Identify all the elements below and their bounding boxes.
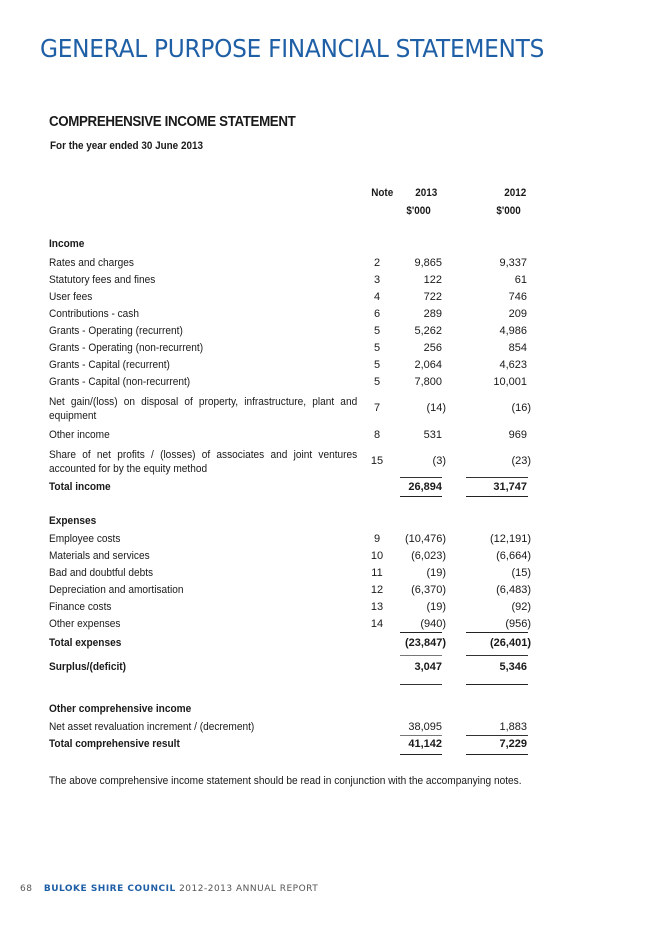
row-label: Grants - Operating (non-recurrent) xyxy=(49,342,204,354)
row-value-2012: 1,883 xyxy=(499,721,527,733)
rule-2013 xyxy=(400,735,442,736)
row-value-2012: (6,664) xyxy=(496,550,531,562)
row-note: 10 xyxy=(370,550,384,562)
row-note: 11 xyxy=(371,567,383,579)
row-value-2012: 31,747 xyxy=(493,481,527,493)
row-value-2013: (3) xyxy=(432,455,446,467)
subtotal-rule-2013 xyxy=(400,477,442,478)
row-label: Surplus/(deficit) xyxy=(49,661,127,673)
row-value-2013: 2,064 xyxy=(414,359,442,371)
row-label: User fees xyxy=(49,291,93,303)
row-value-2013: 531 xyxy=(423,429,442,441)
row-value-2012: (15) xyxy=(511,567,531,579)
subtotal-rule-2012 xyxy=(466,632,528,633)
row-label: Bad and doubtful debts xyxy=(49,567,154,579)
statement-footnote: The above comprehensive income statement should be read in conjunction with the accompanying notes. xyxy=(49,775,522,787)
row-value-2013: (23,847) xyxy=(405,637,446,649)
row-label: Contributions - cash xyxy=(49,308,140,320)
statement-title: COMPREHENSIVE INCOME STATEMENT xyxy=(49,114,296,130)
subtotal-rule-2012 xyxy=(466,477,528,478)
row-note: 7 xyxy=(373,402,381,414)
column-header-2012: 2012 xyxy=(504,187,527,199)
row-label: Total income xyxy=(49,481,111,493)
section-heading: Other comprehensive income xyxy=(49,703,192,715)
footer-report-name: 2012-2013 ANNUAL REPORT xyxy=(179,884,319,894)
row-note: 15 xyxy=(370,455,384,467)
rule-2012 xyxy=(466,735,528,736)
row-value-2012: (23) xyxy=(511,455,531,467)
row-value-2012: 746 xyxy=(508,291,527,303)
row-value-2013: 122 xyxy=(423,274,442,286)
row-value-2012: 969 xyxy=(508,429,527,441)
page-footer xyxy=(20,884,318,894)
row-value-2013: 5,262 xyxy=(414,325,442,337)
column-header-note: Note xyxy=(371,187,394,199)
row-label: Share of net profits / (losses) of associates and joint ventures accounted for by the equity method xyxy=(49,449,358,475)
row-value-2013: 9,865 xyxy=(414,257,442,269)
row-value-2013: 26,894 xyxy=(408,481,442,493)
column-unit-2012: $'000 xyxy=(496,205,521,217)
row-note: 5 xyxy=(373,359,381,371)
row-value-2012: (16) xyxy=(511,402,531,414)
row-value-2012: 4,623 xyxy=(499,359,527,371)
total-rule-2012 xyxy=(466,496,528,497)
row-value-2012: 7,229 xyxy=(499,738,527,750)
row-label: Other income xyxy=(49,429,110,441)
row-note: 5 xyxy=(373,325,381,337)
row-label: Grants - Operating (recurrent) xyxy=(49,325,183,337)
section-heading: Income xyxy=(49,238,85,250)
row-value-2013: (10,476) xyxy=(405,533,446,545)
rule-2013 xyxy=(400,684,442,685)
row-value-2013: 722 xyxy=(423,291,442,303)
column-header-2013: 2013 xyxy=(415,187,438,199)
rule-2012 xyxy=(466,655,528,656)
row-label: Depreciation and amortisation xyxy=(49,584,184,596)
page-number: 68 xyxy=(20,884,33,894)
row-value-2013: (19) xyxy=(426,601,446,613)
row-note: 12 xyxy=(370,584,384,596)
row-value-2012: (26,401) xyxy=(490,637,531,649)
row-label: Net gain/(loss) on disposal of property, infrastructure, plant and equipment xyxy=(49,396,358,422)
row-note: 9 xyxy=(373,533,381,545)
row-value-2012: 61 xyxy=(514,274,527,286)
row-label: Grants - Capital (non-recurrent) xyxy=(49,376,191,388)
row-value-2013: (940) xyxy=(420,618,446,630)
row-value-2013: (6,023) xyxy=(411,550,446,562)
row-value-2012: 5,346 xyxy=(499,661,527,673)
row-value-2012: (12,191) xyxy=(490,533,531,545)
row-value-2013: 38,095 xyxy=(408,721,442,733)
row-value-2013: 289 xyxy=(423,308,442,320)
subtotal-rule-2013 xyxy=(400,632,442,633)
row-value-2013: (19) xyxy=(426,567,446,579)
row-label: Finance costs xyxy=(49,601,112,613)
row-note: 8 xyxy=(373,429,381,441)
total-rule-2013 xyxy=(400,754,442,755)
row-note: 13 xyxy=(370,601,384,613)
row-value-2013: (14) xyxy=(426,402,446,414)
row-label: Other expenses xyxy=(49,618,121,630)
row-value-2013: 41,142 xyxy=(408,738,442,750)
row-value-2013: 256 xyxy=(423,342,442,354)
row-note: 5 xyxy=(373,342,381,354)
row-note: 4 xyxy=(373,291,381,303)
row-value-2012: (956) xyxy=(505,618,531,630)
row-value-2013: (6,370) xyxy=(411,584,446,596)
footer-org-name: BULOKE SHIRE COUNCIL xyxy=(43,884,176,894)
statement-subtitle: For the year ended 30 June 2013 xyxy=(50,140,203,152)
rule-2013 xyxy=(400,655,442,656)
row-note: 6 xyxy=(373,308,381,320)
column-unit-2013: $'000 xyxy=(406,205,431,217)
row-value-2012: 10,001 xyxy=(493,376,527,388)
row-label: Rates and charges xyxy=(49,257,134,269)
row-label: Total comprehensive result xyxy=(49,738,180,750)
total-rule-2012 xyxy=(466,754,528,755)
rule-2012 xyxy=(466,684,528,685)
row-label: Net asset revaluation increment / (decrement) xyxy=(49,721,255,733)
row-value-2013: 3,047 xyxy=(414,661,442,673)
row-note: 2 xyxy=(373,257,381,269)
row-value-2012: 4,986 xyxy=(499,325,527,337)
row-note: 14 xyxy=(370,618,384,630)
row-value-2012: (6,483) xyxy=(496,584,531,596)
row-value-2013: 7,800 xyxy=(414,376,442,388)
row-label: Total expenses xyxy=(49,637,122,649)
row-value-2012: 209 xyxy=(508,308,527,320)
row-label: Grants - Capital (recurrent) xyxy=(49,359,170,371)
row-note: 3 xyxy=(373,274,381,286)
row-label: Statutory fees and fines xyxy=(49,274,156,286)
section-heading: Expenses xyxy=(49,515,97,527)
page-header-title: GENERAL PURPOSE FINANCIAL STATEMENTS xyxy=(40,34,545,63)
row-value-2012: 854 xyxy=(508,342,527,354)
row-value-2012: (92) xyxy=(511,601,531,613)
row-value-2012: 9,337 xyxy=(499,257,527,269)
total-rule-2013 xyxy=(400,496,442,497)
row-label: Employee costs xyxy=(49,533,121,545)
row-note: 5 xyxy=(373,376,381,388)
row-label: Materials and services xyxy=(49,550,150,562)
